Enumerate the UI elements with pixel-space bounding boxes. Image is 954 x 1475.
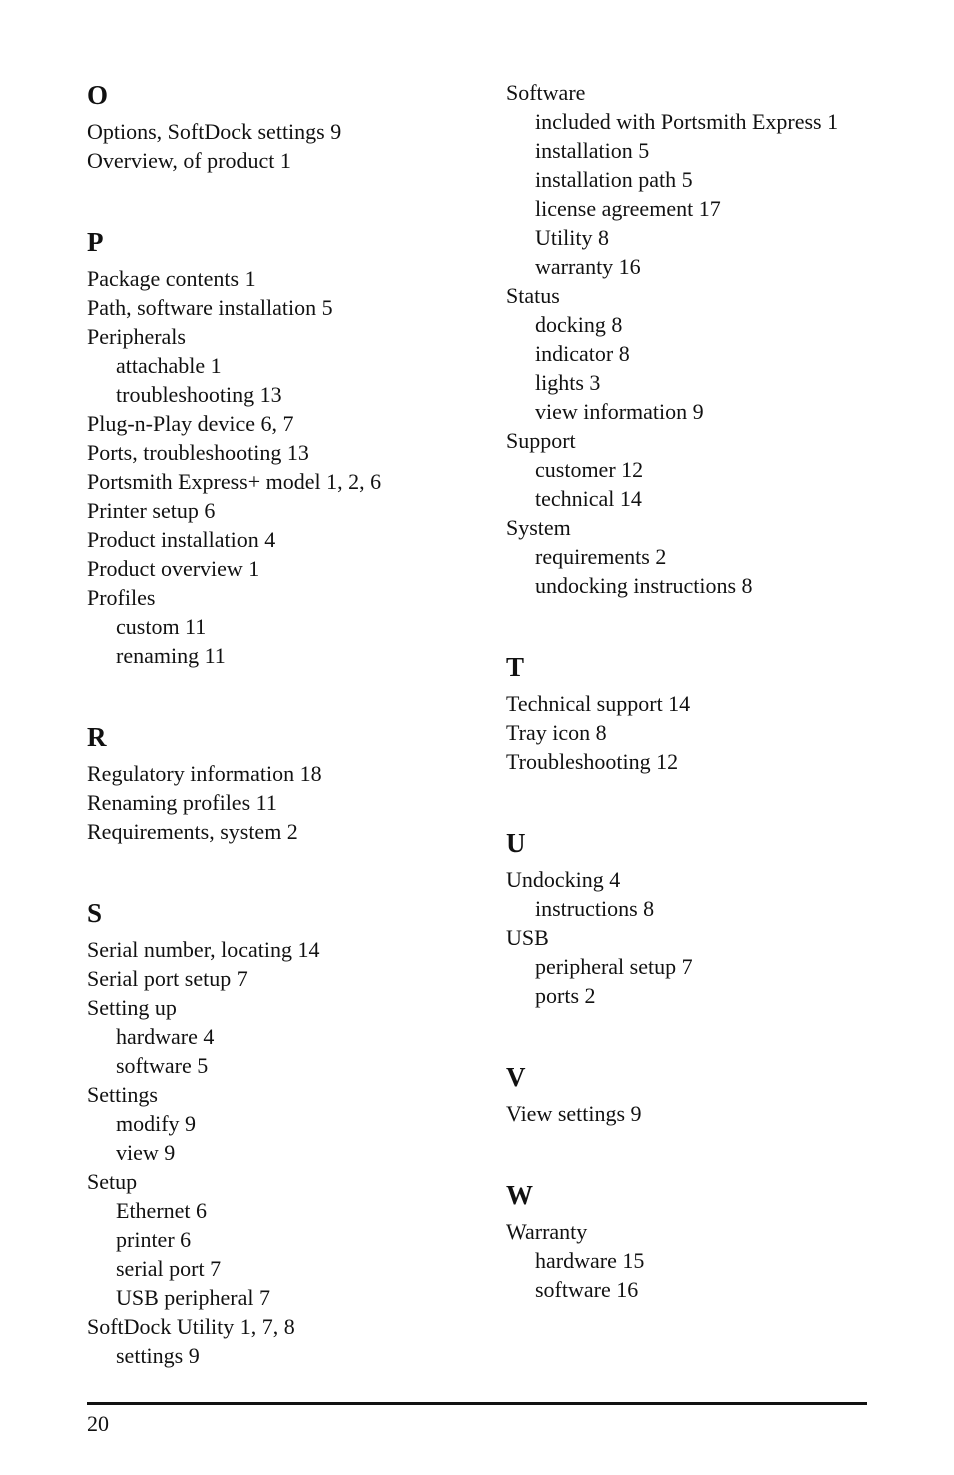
index-subentry: customer 12 bbox=[535, 457, 644, 482]
index-subentry: renaming 11 bbox=[116, 643, 226, 668]
section-gap bbox=[87, 846, 477, 896]
index-subentry: modify 9 bbox=[116, 1111, 197, 1136]
index-column-right bbox=[506, 78, 906, 1304]
index-subentry: Ethernet 6 bbox=[116, 1198, 208, 1223]
index-entry: Warranty bbox=[506, 1219, 588, 1244]
index-entry: View settings 9 bbox=[506, 1101, 642, 1126]
index-entry: Settings bbox=[87, 1082, 158, 1107]
page-number: 20 bbox=[87, 1411, 109, 1436]
index-subentry: Utility 8 bbox=[535, 225, 609, 250]
section-gap bbox=[506, 776, 906, 826]
index-subentry: view information 9 bbox=[535, 399, 704, 424]
index-entry: Tray icon 8 bbox=[506, 720, 607, 745]
index-subentry: view 9 bbox=[116, 1140, 176, 1165]
index-column-left bbox=[87, 78, 477, 1370]
index-subentry: troubleshooting 13 bbox=[116, 382, 282, 407]
index-letter-heading: W bbox=[506, 1180, 533, 1210]
index-entry: Plug-n-Play device 6, 7 bbox=[87, 411, 294, 436]
index-subentry: peripheral setup 7 bbox=[535, 954, 693, 979]
index-letter-heading: O bbox=[87, 80, 109, 110]
index-entry: Product overview 1 bbox=[87, 556, 260, 581]
index-subentry: included with Portsmith Express 1 bbox=[535, 109, 839, 134]
index-subentry: instructions 8 bbox=[535, 896, 655, 921]
index-subentry: software 5 bbox=[116, 1053, 209, 1078]
index-entry: Product installation 4 bbox=[87, 527, 276, 552]
index-entry: Regulatory information 18 bbox=[87, 761, 322, 786]
index-subentry: serial port 7 bbox=[116, 1256, 222, 1281]
index-letter-heading: V bbox=[506, 1062, 526, 1092]
index-subentry: software 16 bbox=[535, 1277, 639, 1302]
index-entry: Troubleshooting 12 bbox=[506, 749, 679, 774]
index-entry: Requirements, system 2 bbox=[87, 819, 298, 844]
index-subentry: custom 11 bbox=[116, 614, 207, 639]
index-entry: Status bbox=[506, 283, 560, 308]
index-subentry: installation 5 bbox=[535, 138, 650, 163]
index-entry: Undocking 4 bbox=[506, 867, 621, 892]
index-subentry: lights 3 bbox=[535, 370, 601, 395]
index-entry: Overview, of product 1 bbox=[87, 148, 291, 173]
index-subentry: technical 14 bbox=[535, 486, 642, 511]
index-entry: Ports, troubleshooting 13 bbox=[87, 440, 309, 465]
section-gap bbox=[506, 600, 906, 650]
index-entry: Portsmith Express+ model 1, 2, 6 bbox=[87, 469, 382, 494]
index-entry: Peripherals bbox=[87, 324, 186, 349]
index-subentry: license agreement 17 bbox=[535, 196, 721, 221]
index-entry: Serial number, locating 14 bbox=[87, 937, 320, 962]
index-entry: Options, SoftDock settings 9 bbox=[87, 119, 342, 144]
index-entry: Setting up bbox=[87, 995, 177, 1020]
section-gap bbox=[87, 175, 477, 225]
index-entry: SoftDock Utility 1, 7, 8 bbox=[87, 1314, 295, 1339]
section-gap bbox=[506, 1128, 906, 1178]
index-subentry: USB peripheral 7 bbox=[116, 1285, 270, 1310]
footer-rule bbox=[87, 1402, 867, 1405]
index-subentry: installation path 5 bbox=[535, 167, 693, 192]
index-letter-heading: P bbox=[87, 227, 104, 257]
index-entry: Software bbox=[506, 80, 586, 105]
section-gap bbox=[87, 670, 477, 720]
index-subentry: hardware 15 bbox=[535, 1248, 645, 1273]
index-entry: System bbox=[506, 515, 571, 540]
index-letter-heading: U bbox=[506, 828, 526, 858]
index-subentry: printer 6 bbox=[116, 1227, 192, 1252]
index-subentry: warranty 16 bbox=[535, 254, 641, 279]
index-entry: USB bbox=[506, 925, 549, 950]
index-subentry: undocking instructions 8 bbox=[535, 573, 753, 598]
index-subentry: indicator 8 bbox=[535, 341, 630, 366]
section-gap bbox=[506, 1010, 906, 1060]
index-subentry: docking 8 bbox=[535, 312, 623, 337]
index-entry: Serial port setup 7 bbox=[87, 966, 248, 991]
index-entry: Setup bbox=[87, 1169, 138, 1194]
index-entry: Technical support 14 bbox=[506, 691, 691, 716]
index-letter-heading: T bbox=[506, 652, 525, 682]
index-subentry: attachable 1 bbox=[116, 353, 222, 378]
index-letter-heading: R bbox=[87, 722, 107, 752]
index-subentry: hardware 4 bbox=[116, 1024, 215, 1049]
index-entry: Path, software installation 5 bbox=[87, 295, 333, 320]
index-entry: Package contents 1 bbox=[87, 266, 256, 291]
index-entry: Support bbox=[506, 428, 576, 453]
index-entry: Profiles bbox=[87, 585, 156, 610]
index-letter-heading: S bbox=[87, 898, 103, 928]
index-subentry: ports 2 bbox=[535, 983, 596, 1008]
index-subentry: requirements 2 bbox=[535, 544, 667, 569]
index-entry: Renaming profiles 11 bbox=[87, 790, 277, 815]
index-entry: Printer setup 6 bbox=[87, 498, 216, 523]
index-subentry: settings 9 bbox=[116, 1343, 200, 1368]
